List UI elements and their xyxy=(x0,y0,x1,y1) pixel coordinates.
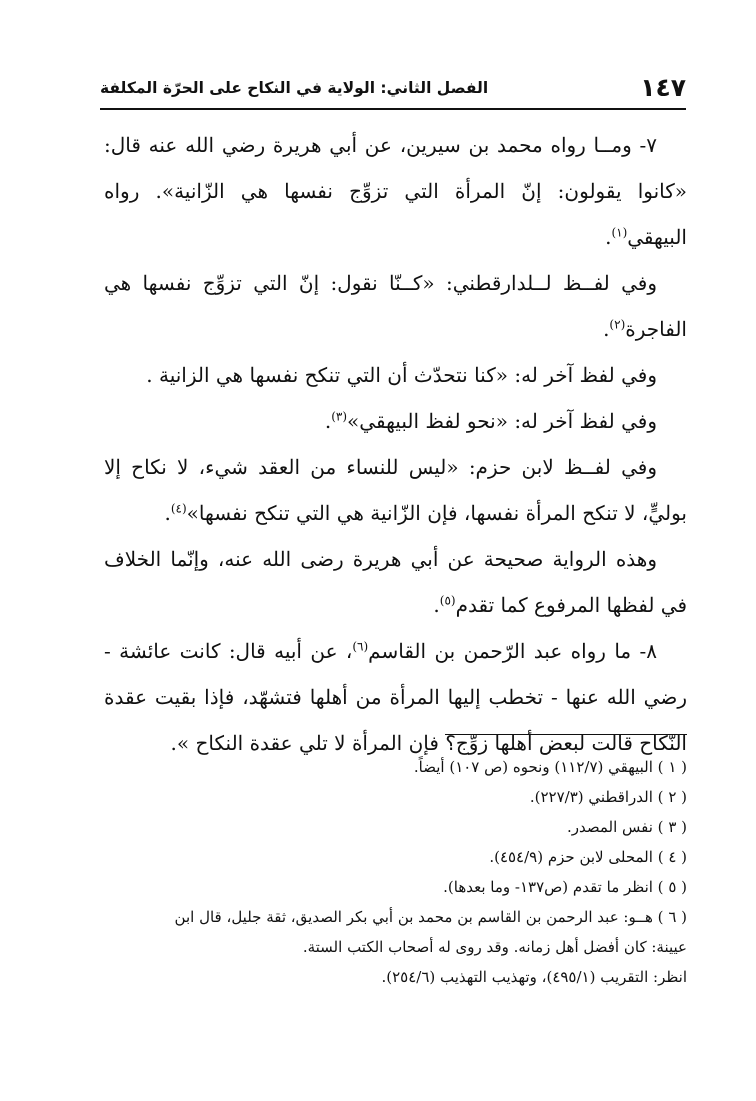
text-line: «كانوا يقولون: إنّ المرأة التي تزوِّج نفسها هي الزّانية». رواه البيهقي xyxy=(104,179,687,249)
text-line: وفي لفظ آخر له: «نحو لفظ البيهقي» xyxy=(347,409,657,433)
text-line: وهذه الرواية صحيحة عن أبي هريرة رضى الله عنه، وإنّما الخلاف xyxy=(104,547,657,571)
footnote-ref-2[interactable]: (٢) xyxy=(609,317,626,332)
footnote-1: ( ١ ) البيهقي (١١٢/٧) ونحوه (ص ١٠٧) أيضاً. xyxy=(413,758,687,776)
paragraph-8: ٨- ما رواه عبد الرّحمن بن القاسم$^{(٦)}$، عن أبيه قال: كانت عائشة - رضي الله عنها - تخطب إليها المرأة من أهلها فتشهّد، فإذا بقيت عقدة النّكاح قالت لبعض أهلها زوِّج؟ فإن المرأة لا تلي عقدة النكاح ». xyxy=(104,639,687,755)
footnote-2: ( ٢ ) الدراقطني (٢٢٧/٣). xyxy=(529,788,687,806)
chapter-title: الفصل الثاني: الولاية في النكاح على الحرّة المكلفة xyxy=(100,79,489,97)
paragraph-narration-authentic: وهذه الرواية صحيحة عن أبي هريرة رضى الله عنه، وإنّما الخلاف في لفظها المرفوع كما تقدم$^{(٥)}$. xyxy=(104,547,687,617)
paragraph-other-wording-2: وفي لفظ آخر له: «نحو لفظ البيهقي»$^{(٣)}$. xyxy=(324,409,657,433)
footnote-ref-1[interactable]: (١) xyxy=(611,225,628,240)
text-line: وفي لفظ آخر له: «كنا نتحدّث أن التي تنكح نفسها هي الزانية . xyxy=(146,363,657,387)
text-line: بوليٍّ، لا تنكح المرأة نفسها، فإن الزّانية هي التي تنكح نفسها» xyxy=(186,501,687,525)
text-line: الفاجرة xyxy=(625,317,687,341)
page-number: ١٤٧ xyxy=(640,73,686,102)
text-line: - رضي الله عنها - تخطب إليها المرأة من أهلها فتشهّد، فإذا بقيت عقدة xyxy=(104,639,687,709)
text-line: في لفظها المرفوع كما تقدم xyxy=(455,593,687,617)
footnote-ref-6[interactable]: (٦) xyxy=(352,639,369,654)
footnote-6-sources: انظر: التقريب (٤٩٥/١)، وتهذيب التهذيب (٢٥٤/٦). xyxy=(381,968,687,986)
footnote-6: ( ٦ ) هــو: عبد الرحمن بن القاسم بن محمد بن أبي بكر الصديق، ثقة جليل، قال ابن xyxy=(174,908,687,926)
footnote-4: ( ٤ ) المحلى لابن حزم (٤٥٤/٩). xyxy=(489,848,687,866)
text-line: وفي لفــظ لابن حزم: «ليس للنساء من العقد شيء، لا نكاح إلا xyxy=(104,455,657,479)
footnote-ref-3[interactable]: (٣) xyxy=(331,409,348,424)
footnote-5: ( ٥ ) انظر ما تقدم (ص١٣٧- وما بعدها). xyxy=(443,878,687,896)
paragraph-daraqutni: وفي لفــظ لــلدارقطني: «كــنّا نقول: إنّ التي تزوِّج نفسها هي الفاجرة$^{(٢)}$. xyxy=(104,271,687,341)
text-line: النّكاح قالت لبعض أهلها زوِّج؟ فإن المرأة لا تلي عقدة النكاح ». xyxy=(170,731,687,755)
footnotes xyxy=(104,752,687,992)
footnote-6-continued: عيينة: كان أفضل أهل زمانه. وقد روى له أصحاب الكتب الستة. xyxy=(302,938,687,956)
footnote-3: ( ٣ ) نفس المصدر. xyxy=(566,818,687,836)
footnote-ref-4[interactable]: (٤) xyxy=(170,501,187,516)
footnote-divider xyxy=(445,734,687,735)
paragraph-other-wording-1 xyxy=(104,352,687,398)
page-header xyxy=(100,72,686,106)
paragraph-7: ٧- ومــا رواه محمد بن سيرين، عن أبي هريرة رضي الله عنه قال: «كانوا يقولون: إنّ المرأة التي تزوِّج نفسها هي الزّانية». رواه البيهقي$^{(١)}$. xyxy=(104,133,687,249)
text-line: ٧- ومــا رواه محمد بن سيرين، عن أبي هريرة رضي الله عنه قال: xyxy=(104,133,657,157)
header-divider xyxy=(100,108,686,110)
text-line: ٨- ما رواه عبد الرّحمن بن القاسم xyxy=(368,639,657,663)
footnote-ref-5[interactable]: (٥) xyxy=(439,593,456,608)
text-line: وفي لفــظ لــلدارقطني: «كــنّا نقول: إنّ التي تزوِّج نفسها هي xyxy=(104,271,657,295)
main-text xyxy=(104,122,687,766)
paragraph-ibn-hazm: وفي لفــظ لابن حزم: «ليس للنساء من العقد شيء، لا نكاح إلا بوليٍّ، لا تنكح المرأة نفسها، فإن الزّانية هي التي تنكح نفسها»$^{(٤)}$. xyxy=(104,455,687,525)
